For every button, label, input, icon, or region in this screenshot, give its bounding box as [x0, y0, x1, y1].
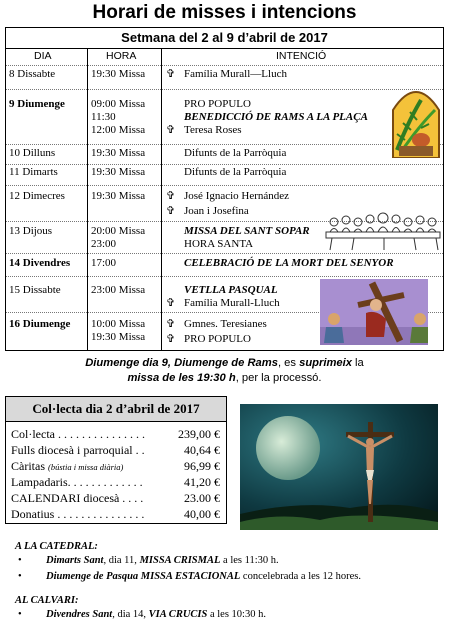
- row-intent: BENEDICCIÓ DE RAMS A LA PLAÇA: [184, 111, 368, 123]
- item-text: a les 11:30 h.: [220, 555, 279, 566]
- item-emphasis: MISSA CRISMAL: [139, 555, 221, 566]
- row-intent: PRO POPULO: [184, 98, 251, 110]
- row-hour: 20:00 Missa: [91, 225, 146, 237]
- item-emphasis: Diumenge de Pasqua MISSA ESTACIONAL: [46, 571, 241, 582]
- row-hour: 11:30: [91, 111, 116, 123]
- row-hour: 19:30 Missa: [91, 68, 146, 80]
- collection-value: 41,20 €: [184, 475, 220, 489]
- row-day: 14 Divendres: [9, 257, 71, 269]
- row-intent: Difunts de la Parròquia: [184, 147, 287, 159]
- row-intent: Família Murall—Lluch: [184, 68, 287, 80]
- page-title: Horari de misses i intencions: [92, 2, 357, 23]
- collection-label: Càritas: [11, 459, 45, 473]
- row-day: 15 Dissabte: [9, 284, 61, 296]
- column-header-intent: INTENCIÓ: [276, 50, 327, 62]
- palm-sunday-illustration: [391, 80, 441, 158]
- list-item: [18, 609, 266, 620]
- row-intent: HORA SANTA: [184, 238, 254, 250]
- bullet-icon: •: [18, 609, 22, 620]
- row-hour: 23:00 Missa: [91, 284, 146, 296]
- collection-label-row: [11, 459, 123, 474]
- notice-time: missa de les 19:30 h: [127, 372, 236, 384]
- row-day: 9 Diumenge: [9, 98, 65, 110]
- row-hour: 19:30 Missa: [91, 166, 146, 178]
- row-hour: 10:00 Missa: [91, 318, 146, 330]
- cross-icon: ✞: [166, 205, 176, 217]
- week-label: Setmana del 2 al 9 d’abril de 2017: [6, 28, 443, 49]
- row-divider: [6, 276, 443, 277]
- row-divider: [6, 65, 443, 66]
- collection-value: 40,64 €: [184, 443, 220, 457]
- item-emphasis: Dimarts Sant: [46, 555, 104, 566]
- notice-text: la: [351, 357, 364, 369]
- row-hour: 19:30 Missa: [91, 331, 146, 343]
- row-intent: Teresa Roses: [184, 124, 242, 136]
- row-intent: Difunts de la Parròquia: [184, 166, 287, 178]
- item-text: , dia 11,: [103, 555, 140, 566]
- cross-icon: ✞: [166, 333, 176, 345]
- notice-text: , es: [277, 357, 300, 369]
- collection-label: Lampadaris. . . . . . . . . . . . .: [11, 475, 143, 489]
- row-divider: [6, 164, 443, 165]
- column-header-day: DIA: [34, 50, 52, 62]
- row-intent: VETLLA PASQUAL: [184, 284, 278, 296]
- item-text: concelebrada a les 12 hores.: [240, 571, 361, 582]
- way-of-the-cross-illustration: [320, 279, 428, 345]
- row-intent: José Ignacio Hernández: [184, 190, 290, 202]
- collection-label: Fulls diocesà i parroquial . .: [11, 443, 145, 457]
- row-divider: [6, 185, 443, 186]
- column-divider: [87, 48, 88, 350]
- collection-label: Col·lecta . . . . . . . . . . . . . . .: [11, 427, 145, 441]
- row-intent: Gmnes. Teresianes: [184, 318, 267, 330]
- row-divider: [6, 89, 443, 90]
- collection-note: (bústia i missa diària): [48, 462, 124, 472]
- list-item: [18, 555, 279, 566]
- row-hour: 12:00 Missa: [91, 124, 146, 136]
- collection-value: 40,00 €: [184, 507, 220, 521]
- row-day: 11 Dimarts: [9, 166, 58, 178]
- section-heading-calvary: AL CALVARI:: [15, 595, 79, 606]
- column-divider: [161, 48, 162, 350]
- row-hour: 17:00: [91, 257, 117, 269]
- collection-label: CALENDARI diocesà . . . .: [11, 491, 144, 505]
- row-hour: 19:30 Missa: [91, 147, 146, 159]
- collection-value: 239,00 €: [178, 427, 220, 441]
- item-emphasis: VIA CRUCIS: [148, 609, 208, 620]
- list-item: [18, 571, 361, 582]
- row-divider: [6, 144, 443, 145]
- row-hour: 19:30 Missa: [91, 190, 146, 202]
- collection-box: [5, 396, 227, 524]
- cross-icon: ✞: [166, 318, 176, 330]
- mass-schedule-table: [5, 27, 444, 351]
- notice-date: Diumenge dia 9, Diumenge de Rams: [85, 357, 278, 369]
- notice-text: , per la processó.: [235, 372, 322, 384]
- row-intent: Família Murall-Lluch: [184, 297, 280, 309]
- row-intent: MISSA DEL SANT SOPAR: [184, 225, 310, 237]
- row-intent: CELEBRACIÓ DE LA MORT DEL SENYOR: [184, 257, 394, 269]
- last-supper-sketch: [324, 210, 442, 252]
- item-text: a les 10:30 h.: [207, 609, 266, 620]
- bullet-icon: •: [18, 571, 22, 582]
- cross-icon: ✞: [166, 297, 176, 309]
- notice-line-2: [0, 371, 449, 385]
- row-day: 12 Dimecres: [9, 190, 65, 202]
- collection-value: 23.00 €: [184, 491, 220, 505]
- row-day: 8 Dissabte: [9, 68, 56, 80]
- collection-label: Donatius . . . . . . . . . . . . . . .: [11, 507, 145, 521]
- collection-value: 96,99 €: [184, 459, 220, 473]
- notice-emphasis: suprimeix: [299, 357, 352, 369]
- row-intent: PRO POPULO: [184, 333, 251, 345]
- item-text: , dia 14,: [112, 609, 149, 620]
- row-hour: 09:00 Missa: [91, 98, 146, 110]
- row-day: 16 Diumenge: [9, 318, 71, 330]
- cross-icon: ✞: [166, 124, 176, 136]
- bullet-icon: •: [18, 555, 22, 566]
- row-day: 10 Dilluns: [9, 147, 56, 159]
- cross-icon: ✞: [166, 68, 176, 80]
- row-hour: 23:00: [91, 238, 117, 250]
- section-heading-cathedral: A LA CATEDRAL:: [15, 541, 98, 552]
- notice-line-1: [0, 356, 449, 370]
- item-emphasis: Divendres Sant: [46, 609, 113, 620]
- crucifix-moon-illustration: [240, 404, 438, 530]
- row-intent: Joan i Josefina: [184, 205, 249, 217]
- row-day: 13 Dijous: [9, 225, 53, 237]
- row-divider: [6, 253, 443, 254]
- column-header-hour: HORA: [106, 50, 137, 62]
- cross-icon: ✞: [166, 190, 176, 202]
- collection-heading: Col·lecta dia 2 d’abril de 2017: [6, 397, 226, 422]
